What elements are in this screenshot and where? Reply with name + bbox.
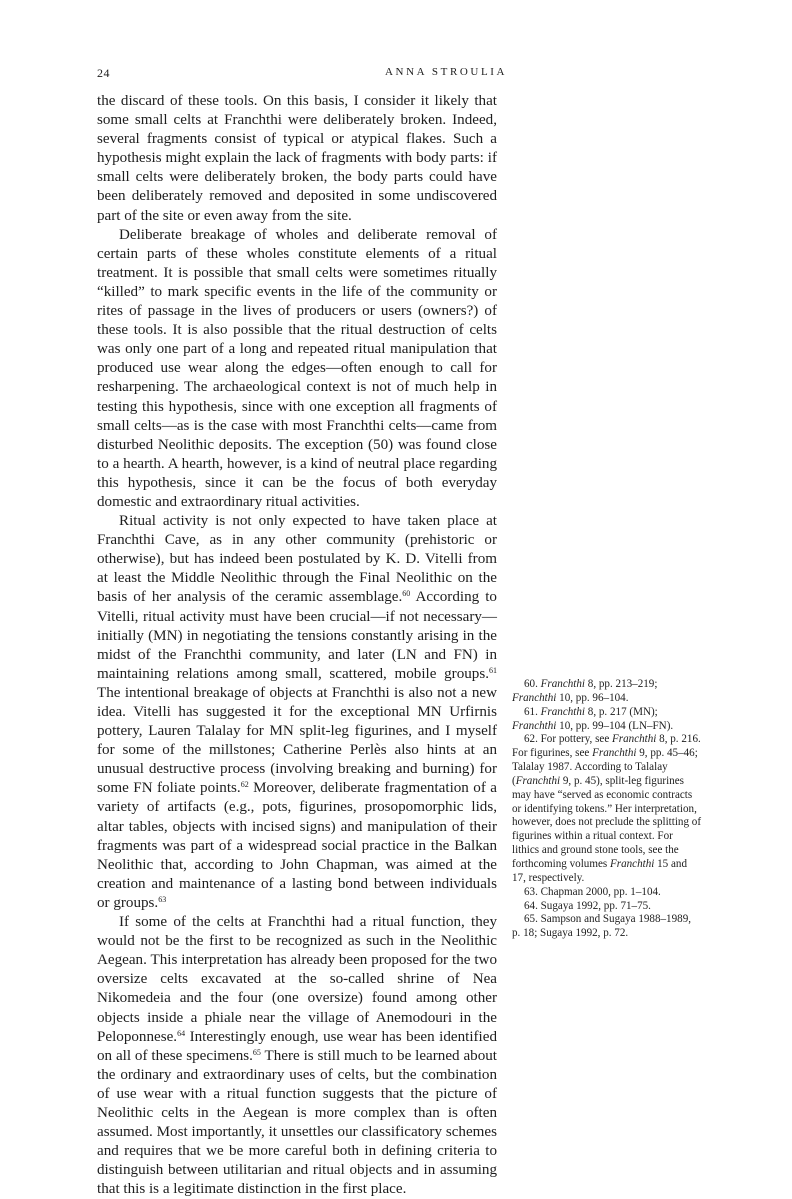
footnote-marker: 63: [158, 894, 167, 904]
footnote-marker: 60: [402, 589, 411, 599]
body-paragraph: Deliberate breakage of wholes and deliberate removal of certain parts of these wholes constitute elements of a ritual treatment. It is possible that small celts were sometimes ritually “killed” to mark specific events in the life of the community or rites of passage in the lives of producers or users (owners?) of these tools. It is also possible that the ritual destruction of celts was only one part of a long and repeated ritual manipulation that produced use wear along the edges—often enough to call for resharpening. The archaeological context is not of much help in testing this hypothesis, since with one exception all fragments of small celts—as is the case with most Franchthi celts—came from disturbed Neolithic deposits. The exception (50) was found close to a hearth. A hearth, however, is a kind of neutral place regarding this hypothesis, since it can be the focus of both everyday domestic and extraordinary ritual activities.: [97, 226, 497, 510]
body-paragraph: the discard of these tools. On this basis, I consider it likely that some small celts at Franchthi were deliberately broken. Indeed, several fragments consist of typical or atypical flakes. Such a hypothesis might explain the lack of fragments with body parts: if small celts were deliberately broken, the body parts could have been deliberately removed and deposited in some undiscovered part of the site or even away from the site.: [97, 93, 497, 224]
footnote: 64. Sugaya 1992, pp. 71–75.: [524, 899, 651, 912]
footnotes: [512, 678, 702, 941]
footnote: 61. Franchthi 8, p. 217 (MN); Franchthi 10, pp. 99–104 (LN–FN).: [512, 705, 674, 732]
italic-title: Franchthi: [512, 691, 557, 704]
page-number: 24: [97, 66, 110, 80]
running-head: ANNA STROULIA: [385, 66, 508, 78]
footnote: 63. Chapman 2000, pp. 1–104.: [524, 885, 661, 898]
footnote: 62. For pottery, see Franchthi 8, p. 216. For figurines, see Franchthi 9, pp. 45–46; Talalay 1987. According to Talalay (Franchthi 9, p. 45), split-leg figurines may have “served as economic contracts or identifying tokens.” Her interpretation, however, does not preclude the splitting of figurines within a ritual context. For lithics and ground stone tools, see the forthcoming volumes Franchthi 15 and 17, respectively.: [512, 733, 702, 884]
italic-title: Franchthi: [592, 747, 637, 760]
body-paragraph: Ritual activity is not only expected to have taken place at Franchthi Cave, as in any other community (prehistoric or otherwise), but has indeed been postulated by K. D. Vitelli from at least the Middle Neolithic through the Final Neolithic on the basis of her analysis of the ceramic assemblage.$^{60}$ According to Vitelli, ritual activity must have been crucial—if not necessary—initially (MN) in negotiating the tensions constantly arising in the midst of the Franchthi community, and later (LN and FN) in maintaining relations among small, scattered, mobile groups.$^{61}$ The intentional breakage of objects at Franchthi is also not a new idea. Vitelli has suggested it for the exceptional MN Urfirnis pottery, Lauren Talalay for MN split-leg figurines, and I myself for some of the millstones; Catherine Perlès also hints at an unusual destructive process (involving breaking and burning) for some FN foliate points.$^{62}$ Moreover, deliberate fragmentation of a variety of artifacts (e.g., pots, figurines, prosopomorphic lids, altar tables, objects with incised signs) and manipulation of their fragments was part of a widespread social practice in the Balkan Neolithic that, according to John Chapman, was aimed at the creation and maintenance of a lasting bond between individuals or groups.$^{63}$: [97, 513, 498, 911]
footnote-marker: 64: [177, 1028, 186, 1038]
footnote: 65. Sampson and Sugaya 1988–1989, p. 18; Sugaya 1992, p. 72.: [512, 913, 692, 940]
italic-title: Franchthi: [540, 705, 586, 718]
italic-title: Franchthi: [612, 733, 657, 746]
italic-title: Franchthi: [609, 857, 655, 870]
body-paragraph: If some of the celts at Franchthi had a ritual function, they would not be the first to be recognized as such in the Neolithic Aegean. This interpretation has already been proposed for the two oversize celts excavated at the so-called shrine of Nea Nikomedeia and the four (one oversize) found among other objects inside a phiale near the village of Anemodouri in the Peloponnese.$^{64}$ Interestingly enough, use wear has been identified on all of these specimens.$^{65}$ There is still much to be learned about the ordinary and extraordinary uses of celts, but the combination of use wear with a ritual function suggests that the picture of Neolithic celts in the Aegean is more complex than is often assumed. Most importantly, it unsettles our classificatory schemes and requires that we be more careful both in defining criteria to distinguish between utilitarian and ritual objects and in assuming that this is a legitimate distinction in the first place.: [97, 914, 497, 1198]
main-text: [97, 92, 497, 1199]
footnote: 60. Franchthi 8, pp. 213–219; Franchthi 10, pp. 96–104.: [512, 678, 658, 704]
italic-title: Franchthi: [540, 678, 586, 690]
footnote-marker: 62: [240, 780, 249, 790]
footnote-marker: 65: [252, 1047, 261, 1057]
italic-title: Franchthi: [515, 774, 561, 787]
footnote-marker: 61: [489, 665, 497, 675]
italic-title: Franchthi: [512, 719, 557, 732]
